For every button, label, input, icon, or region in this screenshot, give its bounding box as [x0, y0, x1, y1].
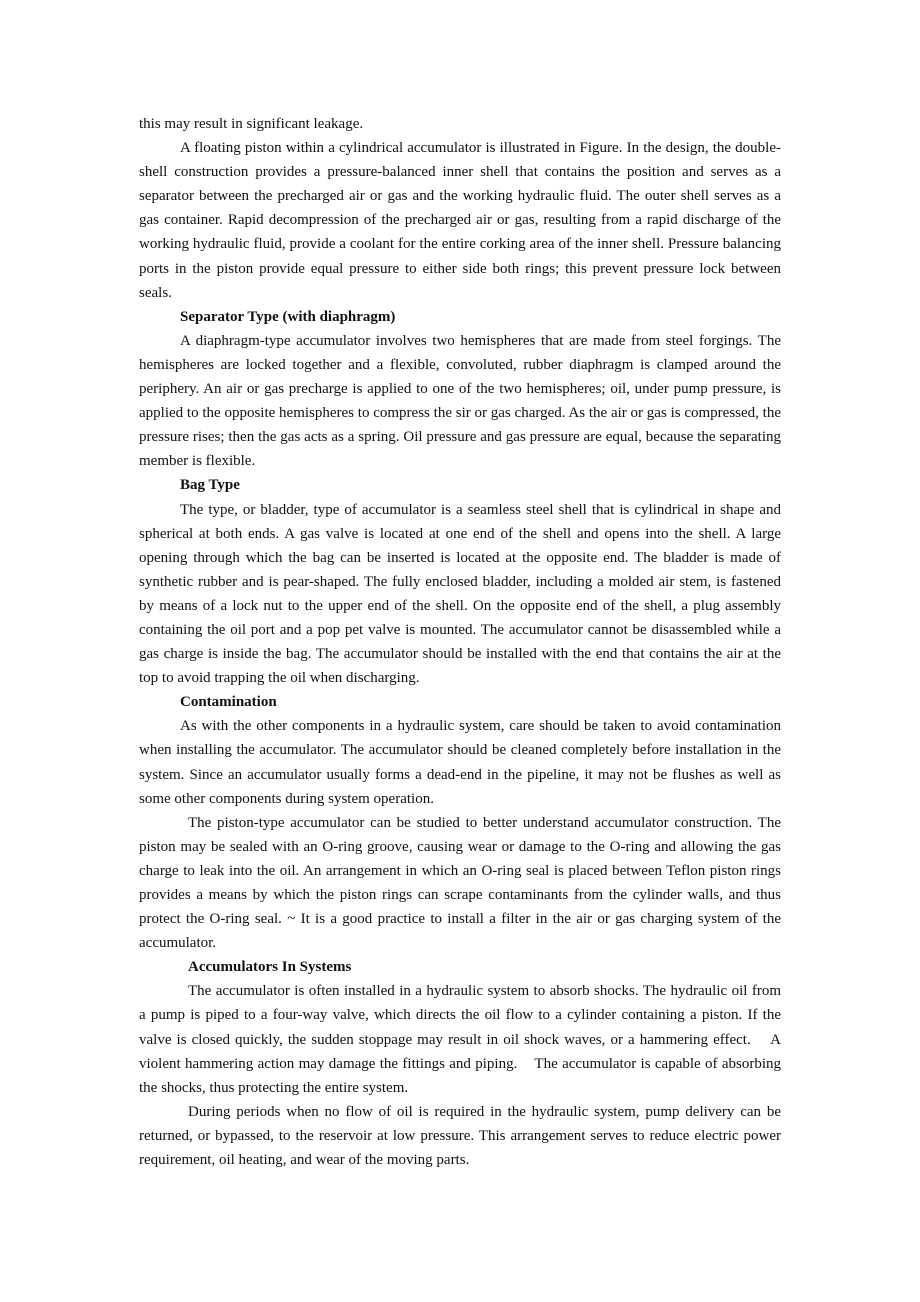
paragraph-diaphragm: A diaphragm-type accumulator involves two hemispheres that are made from steel forgings. The hemispheres are locked together and a flexible, convoluted, rubber diaphragm is clamped around the periphery. An air or gas precharge is applied to one of the two hemispheres; oil, under pump pressure, is applied to the opposite hemispheres to compress the sir or gas charged. As the air or gas is compressed, the pressure rises; then the gas acts as a spring. Oil pressure and gas pressure are equal, because the separating member is flexible.	[139, 332, 781, 470]
paragraph-pump-bypass: During periods when no flow of oil is required in the hydraulic system, pump delivery can be returned, or bypassed, to the reservoir at low pressure. This arrangement serves to reduce electric power requirement, oil heating, and wear of the moving parts.	[139, 1103, 781, 1169]
heading-contamination: Contamination	[180, 694, 277, 711]
document-page	[139, 112, 781, 1172]
paragraph-floating-piston: A floating piston within a cylindrical accumulator is illustrated in Figure. In the design, the double-shell construction provides a pressure-balanced inner shell that contains the position and serves as a separator between the precharged air or gas and the working hydraulic fluid. The outer shell serves as a gas container. Rapid decompression of the precharged air or gas, resulting from a rapid discharge of the working hydraulic fluid, provide a coolant for the entire corking area of the inner shell. Pressure balancing ports in the piston provide equal pressure to either side both rings; this prevent pressure lock between seals.	[139, 140, 781, 301]
heading-separator-type: Separator Type (with diaphragm)	[180, 308, 396, 325]
paragraph-contamination: As with the other components in a hydraulic system, care should be taken to avoid contamination when installing the accumulator. The accumulator should be cleaned completely before installation in the system. Since an accumulator usually forms a dead-end in the pipeline, it may not be flushes as well as some other components during system operation.	[139, 718, 781, 807]
paragraph-bladder: The type, or bladder, type of accumulator is a seamless steel shell that is cylindrical in shape and spherical at both ends. A gas valve is located at one end of the shell and opens into the shell. A large opening through which the bag can be inserted is located at the opposite end. The bladder is made of synthetic rubber and is pear-shaped. The fully enclosed bladder, including a molded air stem, is fastened by means of a lock nut to the upper end of the shell. On the opposite end of the shell, a plug assembly containing the oil port and a pop pet valve is mounted. The accumulator cannot be disassembled while a gas charge is inside the bag. The accumulator should be installed with the end that contains the air at the top to avoid trapping the oil when discharging.	[139, 501, 781, 687]
paragraph-leakage-continuation: this may result in significant leakage.	[139, 116, 364, 132]
heading-bag-type: Bag Type	[180, 477, 240, 494]
paragraph-piston-type: The piston-type accumulator can be studied to better understand accumulator construction. The piston may be sealed with an O-ring groove, causing wear or damage to the O-ring and allowing the gas charge to leak into the oil. An arrangement in which an O-ring seal is placed between Teflon piston rings provides a means by which the piston rings can scrape contaminants from the cylinder walls, and thus protect the O-ring seal. ~ It is a good practice to install a filter in the air or gas charging system of the accumulator.	[139, 814, 781, 952]
paragraph-shock-absorption: The accumulator is often installed in a hydraulic system to absorb shocks. The hydraulic oil from a pump is piped to a four-way valve, which directs the oil flow to a cylinder containing a piston. If the valve is closed quickly, the sudden stoppage may result in oil shock waves, or a hammering effect. A violent hammering action may damage the fittings and piping. The accumulator is capable of absorbing the shocks, thus protecting the entire system.	[139, 983, 781, 1096]
heading-accumulators-in-systems: Accumulators In Systems	[188, 959, 352, 976]
